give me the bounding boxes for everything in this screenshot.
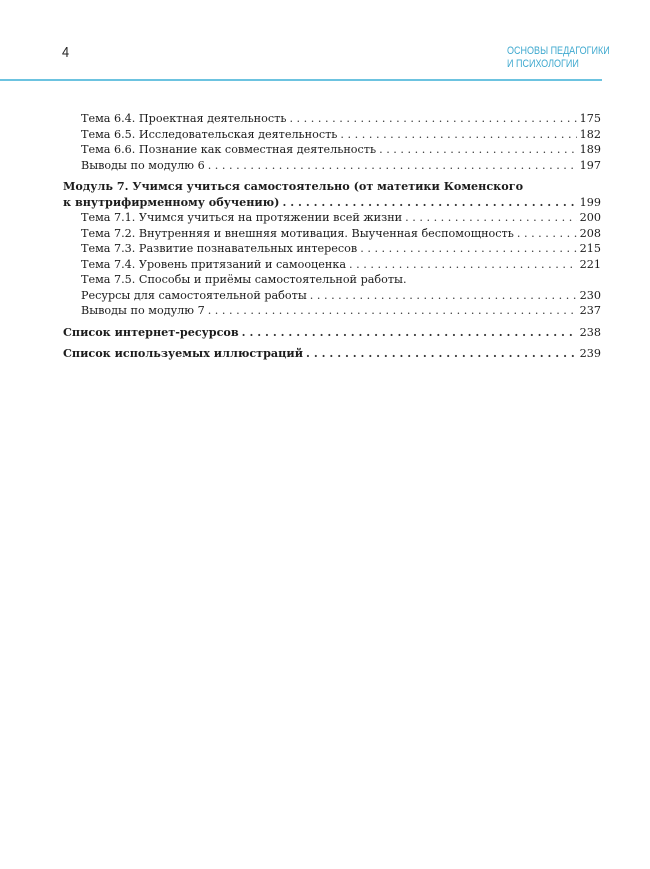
toc-entry-title: Тема 7.5. Способы и приёмы самостоятельной работы. [81,273,407,286]
toc-entry-title: Тема 7.4. Уровень притязаний и самооценка [81,257,346,271]
dot-leader [405,210,577,226]
toc-entry-page: 237 [579,304,601,317]
toc-entry-internet-resources[interactable] [63,325,601,341]
dot-leader [208,303,577,319]
toc-entry-6-6[interactable] [63,142,601,158]
dot-leader [282,195,576,211]
toc-entry-6-5[interactable] [63,127,601,143]
dot-leader [242,325,577,341]
toc-entry-title: Список используемых иллюстраций [63,346,304,360]
toc-entry-page: 215 [579,242,601,255]
toc-entry-illustrations[interactable] [63,346,601,362]
dot-leader [310,288,577,304]
table-of-contents [63,111,601,362]
toc-entry-page: 197 [579,158,601,172]
dot-leader [340,127,576,143]
toc-entry-title: Выводы по модулю 6 [81,158,205,172]
toc-entry-page: 200 [579,211,601,224]
toc-entry-7-5-line-1[interactable] [63,272,601,288]
toc-entry-7-3[interactable] [63,241,601,257]
toc-entry-title: Список интернет-ресурсов [63,324,239,339]
page-number: 4 [62,44,70,61]
dot-leader [289,111,576,127]
toc-entry-title: Выводы по модулю 7 [81,304,205,317]
toc-entry-page: 208 [579,226,601,240]
header-rule [0,79,602,81]
toc-entry-7-2[interactable] [63,226,601,242]
toc-entry-conclusions-6[interactable] [63,158,601,174]
dot-leader [517,226,577,242]
dot-leader [360,241,576,257]
toc-module-title-cont: к внутрифирменному обучению) [63,194,280,209]
toc-module-7-line-1[interactable] [63,179,601,195]
toc-entry-title: Тема 7.3. Развитие познавательных интересов [81,242,358,255]
toc-module-title: Модуль 7. Учимся учиться самостоятельно (от матетики Коменского [63,179,524,193]
toc-entry-conclusions-7[interactable] [63,303,601,319]
toc-entry-title: Тема 7.2. Внутренняя и внешняя мотивация. Выученная беспомощность [81,226,514,240]
toc-module-7-line-2[interactable] [63,195,601,211]
toc-entry-page: 175 [579,112,601,125]
toc-entry-page: 221 [579,257,601,271]
running-head-line-2: И ПСИХОЛОГИИ [507,58,579,70]
toc-entry-title: Тема 6.5. Исследовательская деятельность [81,127,338,141]
running-head-line-1: ОСНОВЫ ПЕДАГОГИКИ [507,45,610,57]
toc-entry-page: 239 [579,347,601,360]
toc-entry-page: 238 [579,325,601,339]
running-head [507,45,610,71]
toc-entry-7-1[interactable] [63,210,601,226]
toc-entry-6-4[interactable] [63,111,601,127]
toc-entry-page: 230 [579,288,601,302]
toc-entry-page: 182 [579,127,601,141]
toc-entry-title: Тема 6.6. Познание как совместная деятельность [81,143,377,156]
toc-entry-page: 189 [579,143,601,156]
toc-entry-title-cont: Ресурсы для самостоятельной работы [81,288,307,302]
toc-entry-title: Тема 7.1. Учимся учиться на протяжении всей жизни [81,211,403,224]
dot-leader [306,346,577,362]
dot-leader [379,142,577,158]
toc-entry-page: 199 [579,195,601,209]
dot-leader [208,158,577,174]
dot-leader [349,257,577,273]
toc-entry-7-5-line-2[interactable] [63,288,601,304]
toc-entry-7-4[interactable] [63,257,601,273]
toc-entry-title: Тема 6.4. Проектная деятельность [81,112,287,125]
